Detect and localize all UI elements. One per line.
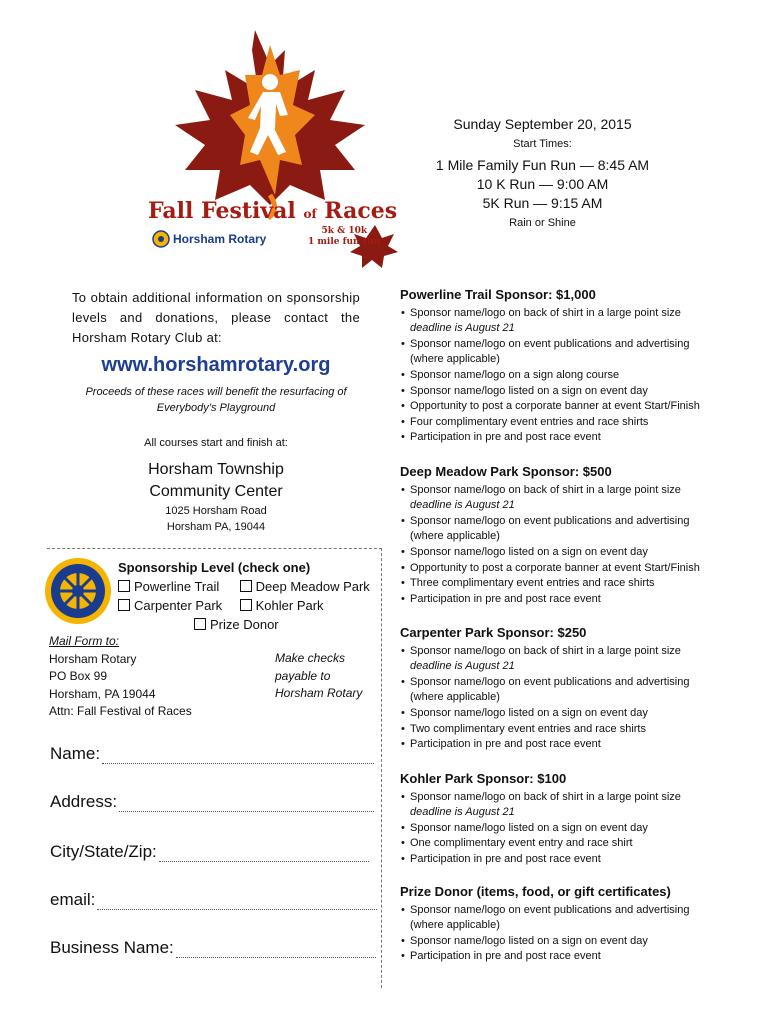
courses-note: All courses start and finish at: (144, 437, 288, 449)
rotary-seal (43, 556, 113, 626)
mail-line-3: Horsham, PA 19044 (49, 686, 156, 701)
benefit-item: • Sponsor name/logo on back of shirt in a large point size deadline is August 21 (400, 483, 730, 514)
name-field[interactable] (50, 744, 374, 764)
benefit-item: • Sponsor name/logo on event publications and advertising (where applicable) (400, 675, 730, 706)
address-field[interactable] (50, 792, 374, 812)
venue-name (72, 459, 360, 503)
form-divider-horizontal (47, 548, 382, 549)
benefit-item: • Sponsor name/logo on back of shirt in a large point size deadline is August 21 (400, 790, 730, 821)
rain-or-shine: Rain or Shine (509, 217, 576, 229)
event-info (400, 116, 685, 229)
sponsor-title: Powerline Trail Sponsor: $1,000 (400, 287, 596, 302)
checkbox-carpenter-park[interactable] (118, 599, 130, 611)
sponsor-carpenter-park (400, 625, 730, 753)
benefit-item: • Two complimentary event entries and race shirts (400, 722, 730, 738)
checks-payable-note (275, 650, 385, 703)
form-divider-vertical (381, 548, 382, 988)
email-line[interactable] (97, 894, 377, 910)
checkbox-deep-meadow-park[interactable] (240, 580, 252, 592)
logo-title-part2: Races (324, 198, 398, 224)
sponsorship-level-form (118, 558, 380, 634)
address-label: Address: (50, 792, 118, 811)
checks-line-2: payable to (275, 668, 331, 683)
email-field[interactable] (50, 890, 377, 910)
option-carpenter-park: Carpenter Park (134, 598, 223, 613)
benefit-item: • Four complimentary event entries and race shirts (400, 415, 730, 431)
logo-title-part1: Fall Festival (148, 198, 296, 224)
option-powerline-trail: Powerline Trail (134, 579, 220, 594)
sponsorship-form-title: Sponsorship Level (check one) (118, 560, 311, 575)
address-line[interactable] (119, 796, 374, 812)
business-name-line[interactable] (176, 942, 376, 958)
benefit-item: • Sponsor name/logo on back of shirt in a large point size deadline is August 21 (400, 306, 730, 337)
start-time-3: 5K Run — 9:15 AM (482, 195, 603, 211)
benefit-item: • Sponsor name/logo listed on a sign on event day (400, 545, 730, 561)
checkbox-kohler-park[interactable] (240, 599, 252, 611)
sponsor-title: Kohler Park Sponsor: $100 (400, 771, 567, 786)
venue-line-1: Horsham Township (148, 461, 284, 478)
contact-text: To obtain additional information on sponsorship levels and donations, please contact the Horsham Rotary Club at: (72, 290, 360, 345)
logo-subtitle-1: 5k & 10k (321, 226, 368, 236)
start-time-1: 1 Mile Family Fun Run — 8:45 AM (435, 157, 650, 173)
option-prize-donor: Prize Donor (210, 617, 279, 632)
rotary-wheel-icon (152, 230, 170, 248)
benefit-item: • Opportunity to post a corporate banner at event Start/Finish (400, 561, 730, 577)
city-state-zip-line[interactable] (159, 846, 369, 862)
benefit-item: • Opportunity to post a corporate banner at event Start/Finish (400, 399, 730, 415)
business-name-label: Business Name: (50, 938, 174, 957)
benefit-item: • Sponsor name/logo on back of shirt in a large point size deadline is August 21 (400, 644, 730, 675)
business-name-field[interactable] (50, 938, 376, 958)
city-state-zip-field[interactable] (50, 842, 369, 862)
sponsor-kohler-park (400, 771, 730, 868)
benefit-item: • Participation in pre and post race event (400, 852, 730, 868)
rotary-international-icon (43, 556, 113, 626)
event-date: Sunday September 20, 2015 (453, 116, 632, 132)
checkbox-prize-donor[interactable] (194, 618, 206, 630)
sponsor-powerline-trail (400, 287, 730, 446)
website-link[interactable]: www.horshamrotary.org (101, 354, 331, 376)
benefit-item: • Sponsor name/logo listed on a sign on event day (400, 821, 730, 837)
venue-address-1: 1025 Horsham Road (165, 505, 267, 517)
benefit-item: • One complimentary event entry and race shirt (400, 836, 730, 852)
sponsor-prize-donor (400, 884, 730, 965)
email-label: email: (50, 890, 96, 909)
name-line[interactable] (102, 748, 374, 764)
mail-line-1: Horsham Rotary (49, 651, 137, 666)
benefit-item: • Three complimentary event entries and race shirts (400, 576, 730, 592)
benefit-item: • Sponsor name/logo on event publications and advertising (where applicable) (400, 337, 730, 368)
mail-line-4: Attn: Fall Festival of Races (49, 704, 192, 718)
mail-line-2: PO Box 99 (49, 669, 108, 683)
mail-form-address (49, 633, 249, 721)
proceeds-note: Proceeds of these races will benefit the resurfacing of Everybody’s Playground (85, 386, 347, 414)
checkbox-powerline-trail[interactable] (118, 580, 130, 592)
benefit-item: • Sponsor name/logo listed on a sign on event day (400, 934, 730, 950)
sponsor-title: Prize Donor (items, food, or gift certificates) (400, 884, 671, 899)
sponsor-title: Deep Meadow Park Sponsor: $500 (400, 464, 612, 479)
event-logo (130, 20, 400, 270)
checks-line-3: Horsham Rotary (275, 686, 363, 700)
sponsor-title: Carpenter Park Sponsor: $250 (400, 625, 587, 640)
mail-form-title: Mail Form to: (49, 634, 120, 648)
logo-title-of: of (303, 207, 317, 221)
start-time-2: 10 K Run — 9:00 AM (476, 176, 609, 192)
venue-line-2: Community Center (149, 483, 283, 500)
benefit-item: • Participation in pre and post race event (400, 430, 730, 446)
logo-subtitle-2: 1 mile fun run (308, 237, 381, 247)
sponsor-deep-meadow-park (400, 464, 730, 607)
option-kohler-park: Kohler Park (255, 598, 324, 613)
name-label: Name: (50, 744, 101, 763)
benefit-item: • Sponsor name/logo listed on a sign on event day (400, 706, 730, 722)
city-state-zip-label: City/State/Zip: (50, 842, 157, 861)
venue-address (72, 503, 360, 535)
benefit-item: • Sponsor name/logo on event publications and advertising (where applicable) (400, 514, 730, 545)
benefit-item: • Participation in pre and post race event (400, 737, 730, 753)
checks-line-1: Make checks (275, 651, 346, 665)
benefit-item: • Sponsor name/logo listed on a sign on event day (400, 384, 730, 400)
benefit-item: • Sponsor name/logo on event publications and advertising (where applicable) (400, 903, 730, 934)
benefit-item: • Participation in pre and post race event (400, 592, 730, 608)
start-times-label: Start Times: (513, 138, 572, 150)
benefit-item: • Participation in pre and post race event (400, 949, 730, 965)
venue-address-2: Horsham PA, 19044 (166, 521, 266, 533)
option-deep-meadow-park: Deep Meadow Park (255, 579, 370, 594)
benefit-item: • Sponsor name/logo on a sign along course (400, 368, 730, 384)
logo-org: Horsham Rotary (173, 232, 267, 246)
